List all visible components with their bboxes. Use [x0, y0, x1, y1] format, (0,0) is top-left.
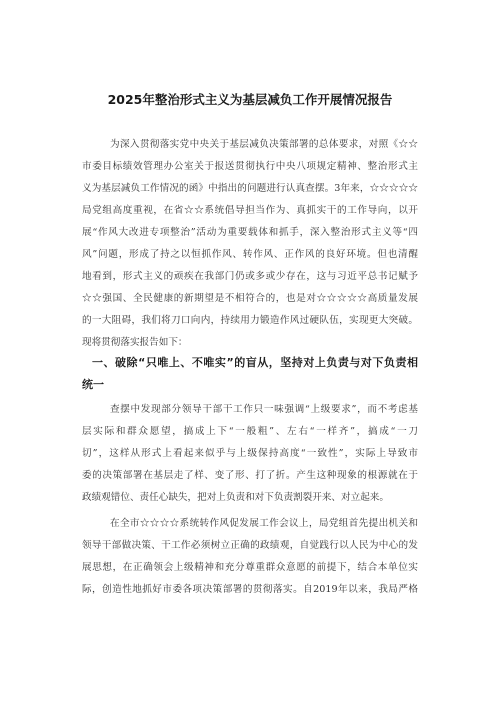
paragraph-line: 际，创造性地抓好市委各项决策部署的贯彻落实。自2019年以来，我局严格 — [82, 584, 418, 595]
paragraph-line: 政绩观错位、责任心缺失，把对上负责和对下负责割裂开来、对立起来。 — [82, 492, 389, 503]
paragraph-line: 展思想，在正确领会上级精神和充分尊重群众意愿的前提下，结合本单位实 — [82, 562, 418, 573]
paragraph-line: 展“作风大改进专项整治”活动为重要载体和抓手，深入整治形式主义等“四 — [82, 227, 418, 238]
paragraph-line: 领导干部做决策、干工作必须树立正确的政绩观，自觉践行以人民为中心的发 — [82, 540, 418, 551]
paragraph-line: 局党组高度重视，在省☆☆系统倡导担当作为、真抓实干的工作导向，以开 — [82, 205, 418, 216]
paragraph-line: 在全市☆☆☆☆系统转作风促发展工作会议上，局党组首先提出机关和 — [110, 518, 418, 529]
heading-line: 一、破除“只唯上、不唯实”的盲从，坚持对上负责与对下负责相 — [92, 356, 418, 369]
heading-line: 统一 — [82, 378, 104, 391]
paragraph-line: 层实际和群众愿望，搞成上下“一般粗”、左右“一样齐”，搞成“一刀 — [82, 426, 418, 437]
intro-paragraph — [82, 134, 418, 354]
paragraph-line: 地看到，形式主义的顽疾在我部门仍或多或少存在，这与习近平总书记赋予 — [82, 271, 418, 282]
paragraph-line: 市委目标绩效管理办公室关于报送贯彻执行中央八项规定精神、整治形式主 — [82, 161, 418, 172]
paragraph-line: 为深入贯彻落实党中央关于基层减负决策部署的总体要求，对照《☆☆ — [110, 139, 418, 150]
paragraph-line: ☆☆强国、全民健康的新期望是不相符合的，也是对☆☆☆☆☆高质量发展 — [82, 293, 418, 304]
paragraph-line: 查摆中发现部分领导干部干工作只一味强调“上级要求”，而不考虑基 — [110, 404, 418, 415]
paragraph-line: 风”问题，形成了持之以恒抓作风、转作风、正作风的良好环境。但也清醒 — [82, 249, 418, 260]
paragraph-line: 义为基层减负工作情况的函》中指出的问题进行认真查摆。3年来，☆☆☆☆☆ — [82, 183, 418, 194]
section-paragraph — [82, 399, 418, 509]
paragraph-line: 现将贯彻落实报告如下： — [82, 337, 188, 348]
paragraph-line: 切”，这样从形式上看起来似乎与上级保持高度“一致性”，实际上导致市 — [82, 448, 418, 459]
paragraph-line: 委的决策部署在基层走了样、变了形、打了折。产生这种现象的根源就在于 — [82, 470, 418, 481]
section-heading — [82, 352, 418, 396]
section-paragraph — [82, 513, 418, 601]
document-title: 2025年整治形式主义为基层减负工作开展情况报告 — [107, 92, 393, 107]
paragraph-line: 的一大阻碍，我们将刀口向内，持续用力锻造作风过硬队伍，实现更大突破。 — [82, 315, 418, 326]
